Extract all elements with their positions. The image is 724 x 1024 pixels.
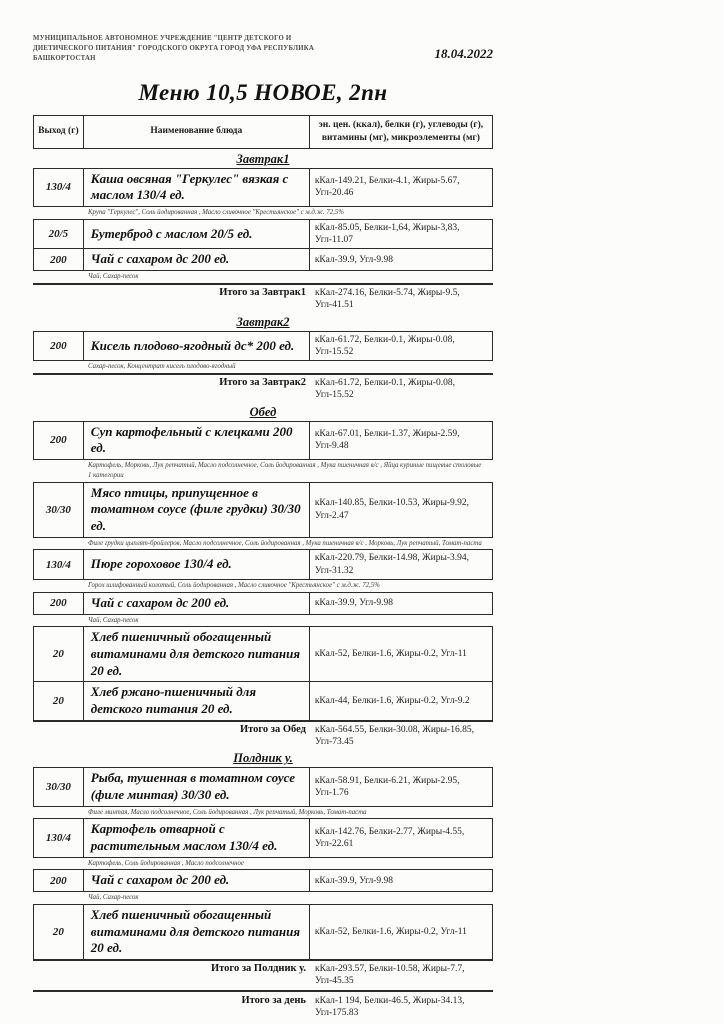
dish-name: Хлеб пшеничный обогащенный витаминами для детского питания 20 ед.: [84, 627, 310, 681]
dish-ingredients: Чай, Сахар-песок: [88, 273, 139, 281]
dish-ingredients: Картофель, Морковь, Лук репчатый, Масло подсолнечное, Соль йодированная , Мука пшеничная в/с , Яйца куриные пищевые столовые 1 категории: [88, 462, 482, 479]
section-title: Полдник у.: [233, 751, 293, 766]
dish-name: Бутерброд с маслом 20/5 ед.: [84, 220, 310, 249]
dish-portion: 20: [34, 905, 84, 959]
dish-nutrition: кКал-39.9, Угл-9.98: [314, 875, 394, 886]
dish-portion: 20: [34, 682, 84, 719]
menu-table: [33, 115, 493, 1020]
section-total-divider: [33, 283, 493, 285]
section-total-label: Итого за Обед: [239, 723, 306, 735]
day-total-divider: [33, 990, 493, 992]
section-total-row: [33, 724, 493, 749]
dish-portion: 20/5: [34, 220, 84, 249]
dish-name: Чай с сахаром дс 200 ед.: [84, 593, 310, 614]
dish-row: [33, 767, 493, 806]
section-total-divider: [33, 720, 493, 722]
dish-ingredients: Филе грудки цыплят-бройлеров, Масло подсолнечное, Соль йодированная , Мука пшеничная в/с , Морковь, Лук репчатый, Томат-паста: [88, 539, 482, 547]
dish-row: [33, 904, 493, 960]
dish-nutrition: кКал-149.21, Белки-4.1, Жиры-5.67, Угл-20.46: [314, 175, 460, 199]
dish-portion: 30/30: [34, 483, 84, 537]
dish-ingredients: Картофель, Соль йодированная , Масло подсолнечное: [88, 859, 244, 867]
section-total-label: Итого за Завтрак2: [219, 377, 306, 389]
section-total-value: кКал-61.72, Белки-0.1, Жиры-0.08, Угл-15.52: [315, 378, 455, 401]
dish-nutrition: кКал-142.76, Белки-2.77, Жиры-4.55, Угл-22.61: [314, 826, 465, 849]
dish-row: [33, 592, 493, 615]
dish-nutrition: кКал-52, Белки-1.6, Жиры-0.2, Угл-11: [314, 649, 467, 660]
dish-portion: 200: [34, 249, 84, 270]
dish-row: [33, 248, 493, 271]
dish-ingredients: Филе минтая, Масло подсолнечное, Соль йодированная , Лук репчатый, Морковь, Томат-паста: [88, 808, 367, 816]
dish-portion: 130/4: [34, 819, 84, 856]
section-title: Завтрак2: [236, 314, 290, 329]
dish-name: Хлеб пшеничный обогащенный витаминами для детского питания 20 ед.: [84, 905, 310, 959]
column-header-portion: Выход (г): [34, 116, 84, 148]
dish-nutrition: кКал-39.9, Угл-9.98: [314, 254, 394, 265]
dish-name: Мясо птицы, припущенное в томатном соусе (филе грудки) 30/30 ед.: [84, 483, 310, 537]
column-header-nutrition: эн. цен. (ккал), белки (г), углеводы (г), витамины (мг), микроэлементы (мг): [318, 120, 484, 143]
table-header-row: [33, 115, 493, 149]
dish-name: Картофель отварной с растительным маслом 130/4 ед.: [84, 819, 310, 856]
dish-ingredients: Чай, Сахар-песок: [88, 894, 139, 902]
dish-nutrition: кКал-67.01, Белки-1.37, Жиры-2.59, Угл-9.48: [314, 429, 460, 452]
dish-portion: 30/30: [34, 768, 84, 805]
dish-portion: 200: [34, 593, 84, 614]
section-title: Завтрак1: [236, 151, 290, 166]
dish-name: Чай с сахаром дс 200 ед.: [84, 870, 310, 891]
dish-nutrition: кКал-39.9, Угл-9.98: [314, 598, 394, 609]
dish-nutrition: кКал-85.05, Белки-1,64, Жиры-3,83, Угл-11.07: [314, 222, 460, 246]
dish-nutrition: кКал-58.91, Белки-6.21, Жиры-2.95, Угл-1.76: [314, 775, 460, 798]
dish-row: [33, 168, 493, 207]
section-total-label: Итого за Завтрак1: [219, 286, 306, 298]
document-content: [33, 0, 493, 1020]
column-header-dish: Наименование блюда: [84, 116, 310, 148]
section-total-row: [33, 377, 493, 402]
dish-row: [33, 818, 493, 857]
dish-name: Суп картофельный с клецками 200 ед.: [84, 422, 310, 459]
dish-name: Хлеб ржано-пшеничный для детского питания 20 ед.: [84, 682, 310, 719]
dish-portion: 130/4: [34, 550, 84, 579]
menu-sections: [33, 152, 493, 988]
document-header: [33, 34, 493, 76]
section-total-row: [33, 287, 493, 312]
page-title: Меню 10,5 НОВОЕ, 2пн: [138, 80, 388, 105]
section-title: Обед: [249, 404, 277, 419]
dish-nutrition: кКал-140.85, Белки-10.53, Жиры-9.92, Угл-2.47: [314, 498, 470, 521]
dish-portion: 200: [34, 332, 84, 361]
dish-row: [33, 331, 493, 362]
dish-name: Каша овсяная "Геркулес" вязкая с маслом 130/4 ед.: [84, 169, 310, 206]
section-total-divider: [33, 373, 493, 375]
section-total-row: [33, 963, 493, 988]
dish-nutrition: кКал-44, Белки-1.6, Жиры-0.2, Угл-9.2: [314, 695, 470, 706]
dish-name: Кисель плодово-ягодный дс* 200 ед.: [84, 332, 310, 361]
section-total-value: кКал-564.55, Белки-30.08, Жиры-16.85, Угл-73.45: [315, 724, 474, 747]
dish-ingredients: Горох шлифованный колотый, Соль йодированная , Масло сливочное "Крестьянское" с м.д.ж. 72,5%: [88, 582, 380, 590]
section-total-divider: [33, 959, 493, 961]
section-total-label: Итого за Полдник у.: [211, 962, 306, 974]
day-total-value: кКал-1 194, Белки-46.5, Жиры-34.13, Угл-175.83: [315, 995, 465, 1019]
dish-row: [33, 421, 493, 460]
document-date: 18.04.2022: [434, 46, 493, 61]
dish-portion: 200: [34, 870, 84, 891]
day-total-label: Итого за день: [241, 994, 306, 1006]
dish-portion: 20: [34, 627, 84, 681]
dish-name: Чай с сахаром дс 200 ед.: [84, 249, 310, 270]
section-total-value: кКал-274.16, Белки-5.74, Жиры-9.5, Угл-41.51: [315, 287, 460, 311]
dish-portion: 200: [34, 422, 84, 459]
dish-row: [33, 549, 493, 580]
dish-row: [33, 869, 493, 892]
organization-name: МУНИЦИПАЛЬНОЕ АВТОНОМНОЕ УЧРЕЖДЕНИЕ "ЦЕНТР ДЕТСКОГО И ДИЕТИЧЕСКОГО ПИТАНИЯ" ГОРОДСКОГО ОКРУГА ГОРОД УФА РЕСПУБЛИКА БАШКОРТОСТАН: [33, 35, 314, 63]
dish-name: Рыба, тушенная в томатном соусе (филе минтая) 30/30 ед.: [84, 768, 310, 805]
dish-ingredients: Крупа "Геркулес", Соль йодированная , Масло сливочное "Крестьянское" с м.д.ж. 72,5%: [88, 208, 344, 216]
dish-row: [33, 482, 493, 538]
section-total-value: кКал-293.57, Белки-10.58, Жиры-7.7, Угл-45.35: [315, 963, 465, 987]
dish-row: [33, 626, 493, 682]
dish-nutrition: кКал-61.72, Белки-0.1, Жиры-0.08, Угл-15.52: [314, 334, 455, 357]
dish-row: [33, 219, 493, 250]
dish-nutrition: кКал-52, Белки-1.6, Жиры-0.2, Угл-11: [314, 926, 467, 937]
dish-nutrition: кКал-220.79, Белки-14.98, Жиры-3.94, Угл-31.32: [314, 553, 470, 576]
dish-ingredients: Сахар-песок, Концентрат кисель плодово-ягодный: [88, 363, 236, 371]
dish-row: [33, 681, 493, 720]
dish-ingredients: Чай, Сахар-песок: [88, 616, 139, 624]
dish-name: Пюре гороховое 130/4 ед.: [84, 550, 310, 579]
dish-portion: 130/4: [34, 169, 84, 206]
day-total-row: [33, 995, 493, 1020]
